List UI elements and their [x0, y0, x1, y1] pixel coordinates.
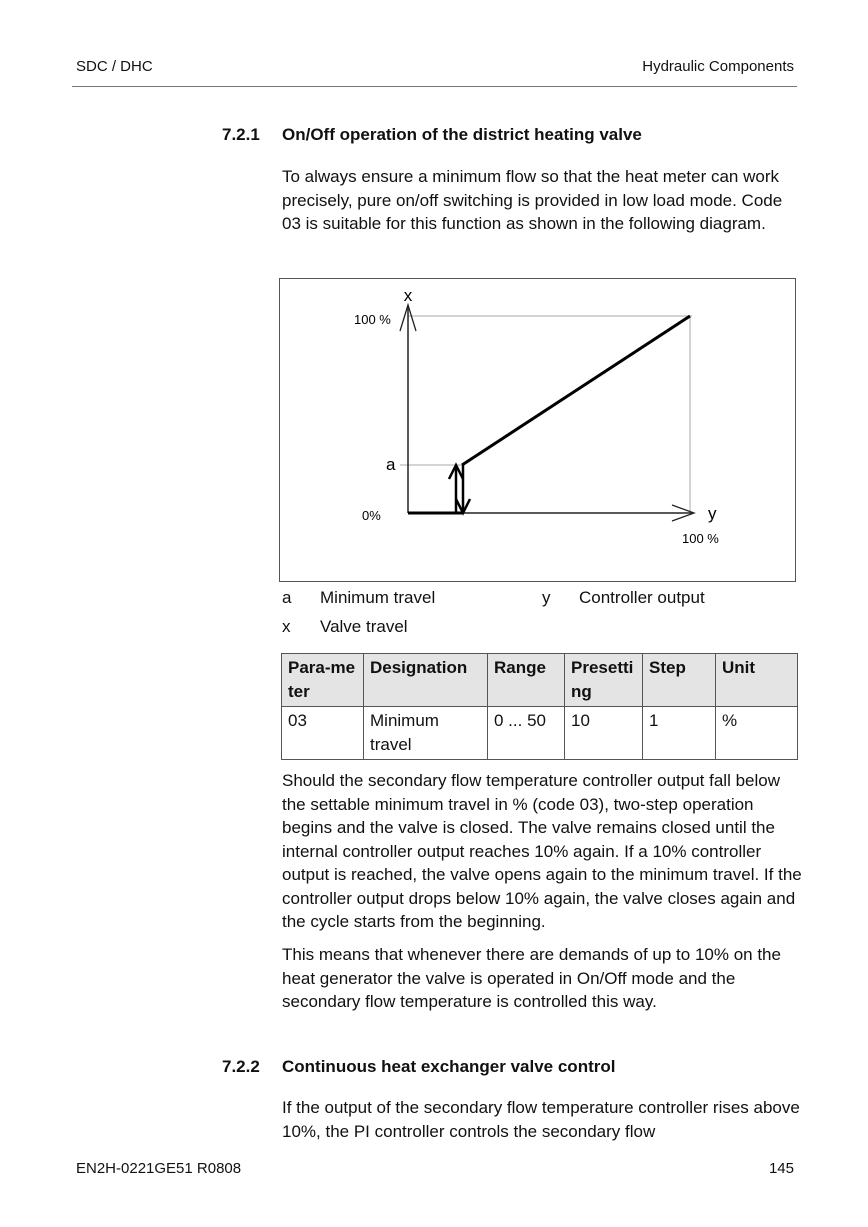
table-cell: 0 ... 50: [488, 707, 565, 760]
origin-label: 0%: [362, 508, 381, 523]
diagram-svg: [280, 279, 797, 583]
table-header-cell: Presetting: [565, 654, 643, 707]
section-title: Continuous heat exchanger valve control: [282, 1057, 616, 1076]
table-cell: 03: [282, 707, 364, 760]
header-right: Hydraulic Components: [642, 58, 794, 75]
table-row: [282, 707, 798, 760]
table-header-cell: Para-meter: [282, 654, 364, 707]
x-axis-label: x: [403, 286, 413, 305]
table-header-cell: Designation: [364, 654, 488, 707]
footer-page-number: 145: [768, 1160, 794, 1177]
table-header-cell: Range: [488, 654, 565, 707]
section-title: On/Off operation of the district heating valve: [282, 125, 642, 144]
section-number: 7.2.2: [222, 1057, 260, 1076]
y-axis-label: y: [708, 504, 717, 523]
legend-x-key: x: [282, 617, 291, 636]
section2-paragraph: If the output of the secondary flow temperature controller rises above 10%, the PI controller controls the secondary flow: [282, 1098, 800, 1141]
table-cell: Minimum travel: [364, 707, 488, 760]
table-header-row: [282, 654, 798, 707]
body-paragraph-1: Should the secondary flow temperature controller output fall below the settable minimum travel in % (code 03), two-step operation begins and the valve is closed. The valve remains closed until the internal controller output reaches 10% again. If a 10% controller output is reached, the valve opens again to the minimum travel. If the controller output drops below 10% again, the valve closes again and the cycle starts from the beginning.: [282, 771, 802, 931]
x-max-label: 100 %: [354, 312, 391, 327]
characteristic-line: [462, 316, 690, 465]
table-cell: %: [716, 707, 798, 760]
table-header-cell: Step: [643, 654, 716, 707]
footer-document-code: EN2H-0221GE51 R0808: [76, 1160, 242, 1177]
header-left: SDC / DHC: [76, 58, 153, 75]
body-paragraph-2: This means that whenever there are demands of up to 10% on the heat generator the valve is operated in On/Off mode and the secondary flow temperature is controlled this way.: [282, 945, 781, 1011]
legend-y-key: y: [542, 588, 551, 607]
header-divider: [72, 86, 797, 87]
intro-paragraph: To always ensure a minimum flow so that the heat meter can work precisely, pure on/off switching is provided in low load mode. Code 03 is suitable for this function as shown in the following diagram.: [282, 167, 783, 233]
table-cell: 10: [565, 707, 643, 760]
legend-a-key: a: [282, 588, 292, 607]
legend-a-text: Minimum travel: [320, 588, 436, 607]
a-label: a: [386, 455, 396, 474]
table-header-cell: Unit: [716, 654, 798, 707]
table-cell: 1: [643, 707, 716, 760]
legend-x-text: Valve travel: [320, 617, 408, 636]
parameter-table: [281, 653, 798, 760]
legend-y-text: Controller output: [579, 588, 705, 607]
y-max-label: 100 %: [682, 531, 719, 546]
diagram: [279, 278, 796, 582]
section-number: 7.2.1: [222, 125, 260, 144]
